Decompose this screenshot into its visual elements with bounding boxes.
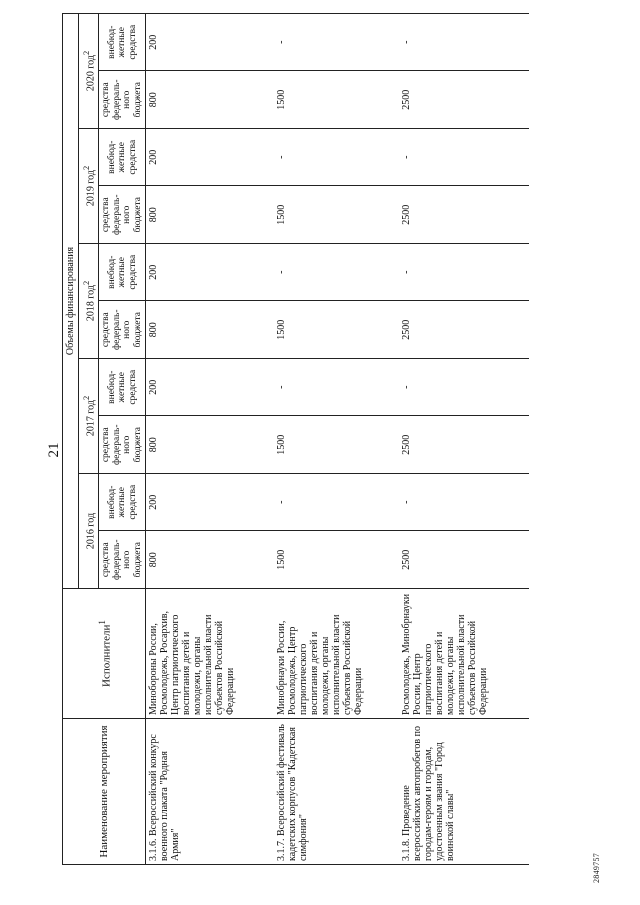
header-year-2020: 2020 год$^2$ — [79, 14, 99, 129]
value-cell: 800 — [146, 416, 274, 474]
header-year-2016: 2016 год — [79, 474, 99, 589]
header-federal: средства федераль-ного бюджета — [99, 186, 146, 244]
value-cell: - — [274, 359, 399, 417]
event-executors: Минобрнауки России, Росмолодежь, Центр патриотического воспитания детей и молодежи, органы исполнительной власти субъектов Российской Федерации — [274, 589, 399, 719]
event-name: 3.1.7. Всероссийский фестиваль кадетских корпусов "Кадетская симфония" — [274, 719, 399, 865]
table-row — [399, 14, 529, 865]
header-federal: средства федераль-ного бюджета — [99, 71, 146, 129]
value-cell: 2500 — [399, 416, 529, 474]
table-row — [146, 14, 274, 865]
value-cell: 800 — [146, 71, 274, 129]
value-cell: - — [399, 359, 529, 417]
financing-table — [62, 13, 529, 865]
header-extrabudget: внебюд-жетные средства — [99, 359, 146, 417]
header-executors: Исполнители$^1$ — [63, 589, 146, 719]
value-cell: - — [274, 474, 399, 532]
value-cell: 800 — [146, 531, 274, 589]
value-cell: - — [399, 129, 529, 187]
value-cell: - — [399, 244, 529, 302]
value-cell: 1500 — [274, 71, 399, 129]
page-number: 21 — [46, 442, 62, 458]
header-volumes: Объемы финансирования — [63, 14, 79, 589]
value-cell: 2500 — [399, 531, 529, 589]
header-name: Наименование мероприятия — [63, 719, 146, 865]
event-executors: Росмолодежь, Минобрнауки России, Центр патриотического воспитания детей и молодежи, органы исполнительной власти субъектов Российской Федерации — [399, 589, 529, 719]
header-year-2019: 2019 год$^2$ — [79, 129, 99, 244]
value-cell: - — [274, 14, 399, 72]
event-name: 3.1.6. Всероссийский конкурс военного плаката "Родная Армия" — [146, 719, 274, 865]
value-cell: 1500 — [274, 416, 399, 474]
value-cell: - — [399, 474, 529, 532]
value-cell: - — [274, 129, 399, 187]
header-extrabudget: внебюд-жетные средства — [99, 474, 146, 532]
value-cell: - — [274, 244, 399, 302]
header-federal: средства федераль-ного бюджета — [99, 301, 146, 359]
header-year-2017: 2017 год$^2$ — [79, 359, 99, 474]
value-cell: 200 — [146, 14, 274, 72]
value-cell: - — [399, 14, 529, 72]
header-federal: средства федераль-ного бюджета — [99, 416, 146, 474]
value-cell: 800 — [146, 301, 274, 359]
header-extrabudget: внебюд-жетные средства — [99, 129, 146, 187]
value-cell: 2500 — [399, 186, 529, 244]
value-cell: 2500 — [399, 71, 529, 129]
header-extrabudget: внебюд-жетные средства — [99, 14, 146, 72]
event-executors: Минобороны России, Росмолодежь, Росархив, Центр патриотического воспитания детей и молодежи, органы исполнительной власти субъектов Российской Федерации — [146, 589, 274, 719]
event-name: 3.1.8. Проведение всероссийских автопробегов по городам-героям и городам, удостоенным звания "Город воинской славы" — [399, 719, 529, 865]
value-cell: 1500 — [274, 301, 399, 359]
header-year-2018: 2018 год$^2$ — [79, 244, 99, 359]
table-row — [274, 14, 399, 865]
value-cell: 800 — [146, 186, 274, 244]
header-federal: средства федераль-ного бюджета — [99, 531, 146, 589]
value-cell: 200 — [146, 244, 274, 302]
value-cell: 1500 — [274, 531, 399, 589]
value-cell: 2500 — [399, 301, 529, 359]
value-cell: 200 — [146, 474, 274, 532]
value-cell: 200 — [146, 129, 274, 187]
header-extrabudget: внебюд-жетные средства — [99, 244, 146, 302]
value-cell: 1500 — [274, 186, 399, 244]
value-cell: 200 — [146, 359, 274, 417]
document-code: 2849757 — [592, 852, 601, 883]
